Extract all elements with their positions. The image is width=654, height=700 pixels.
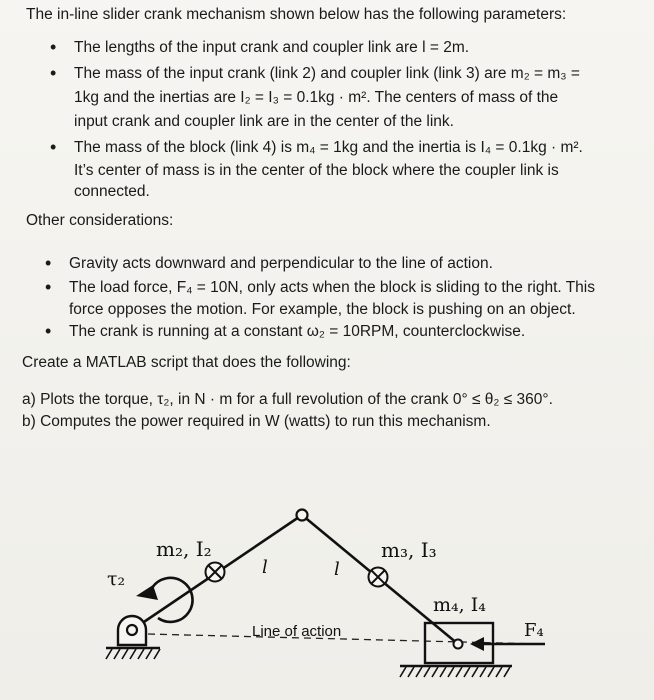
bullet-icon: • xyxy=(45,321,52,341)
center-of-mass-icon xyxy=(206,563,225,582)
consideration-1: Gravity acts downward and perpendicular to the line of action. xyxy=(69,255,493,272)
label-m2-i2: m₂, I₂ xyxy=(156,537,212,561)
label-length-coupler: l xyxy=(334,559,340,580)
consideration-2-line-1: The load force, F₄ = 10N, only acts when the block is sliding to the right. This xyxy=(69,279,595,296)
param-2-line-3: input crank and coupler link are in the center of the link. xyxy=(74,113,454,130)
param-2-line-2: 1kg and the inertias are I₂ = I₃ = 0.1kg · m². The centers of mass of the xyxy=(74,89,559,106)
param-2-line-1: The mass of the input crank (link 2) and coupler link (link 3) are m₂ = m₃ = xyxy=(74,65,580,82)
center-of-mass-icon xyxy=(369,568,388,587)
task-b: b) Computes the power required in W (watts) to run this mechanism. xyxy=(22,413,491,430)
task-heading: Create a MATLAB script that does the following: xyxy=(22,354,351,371)
label-f4: F₄ xyxy=(524,620,544,641)
label-line-of-action: Line of action xyxy=(252,623,342,640)
label-torque: τ₂ xyxy=(107,568,126,590)
bullet-icon: • xyxy=(50,137,57,157)
label-m3-i3: m₃, I₃ xyxy=(381,538,437,562)
param-3-line-3: connected. xyxy=(74,183,150,200)
bullet-icon: • xyxy=(50,37,57,57)
joint-icon xyxy=(297,510,308,521)
param-1-line-1: The lengths of the input crank and coupler link are l = 2m. xyxy=(74,39,470,56)
block-ground-icon xyxy=(400,666,512,677)
label-length-crank: l xyxy=(262,557,268,578)
torque-arrow-icon xyxy=(136,578,193,622)
intro-text: The in-line slider crank mechanism shown below has the following parameters: xyxy=(26,6,567,23)
consideration-2-line-2: force opposes the motion. For example, the block is pushing on an object. xyxy=(69,301,576,318)
label-m4-i4: m₄, I₄ xyxy=(433,594,486,616)
other-heading: Other considerations: xyxy=(26,212,174,229)
param-3-line-1: The mass of the block (link 4) is m₄ = 1kg and the inertia is I₄ = 0.1kg · m². xyxy=(74,139,583,156)
ground-pivot-icon xyxy=(106,616,160,659)
task-a: a) Plots the torque, τ₂, in N · m for a full revolution of the crank 0° ≤ θ₂ ≤ 360°. xyxy=(22,391,553,408)
param-3-line-2: It’s center of mass is in the center of the block where the coupler link is xyxy=(74,162,559,179)
bullet-icon: • xyxy=(50,63,57,83)
bullet-icon: • xyxy=(45,253,52,273)
slider-crank-diagram xyxy=(0,480,654,700)
bullet-icon: • xyxy=(45,277,52,297)
consideration-3: The crank is running at a constant ω₂ = 10RPM, counterclockwise. xyxy=(69,323,526,340)
